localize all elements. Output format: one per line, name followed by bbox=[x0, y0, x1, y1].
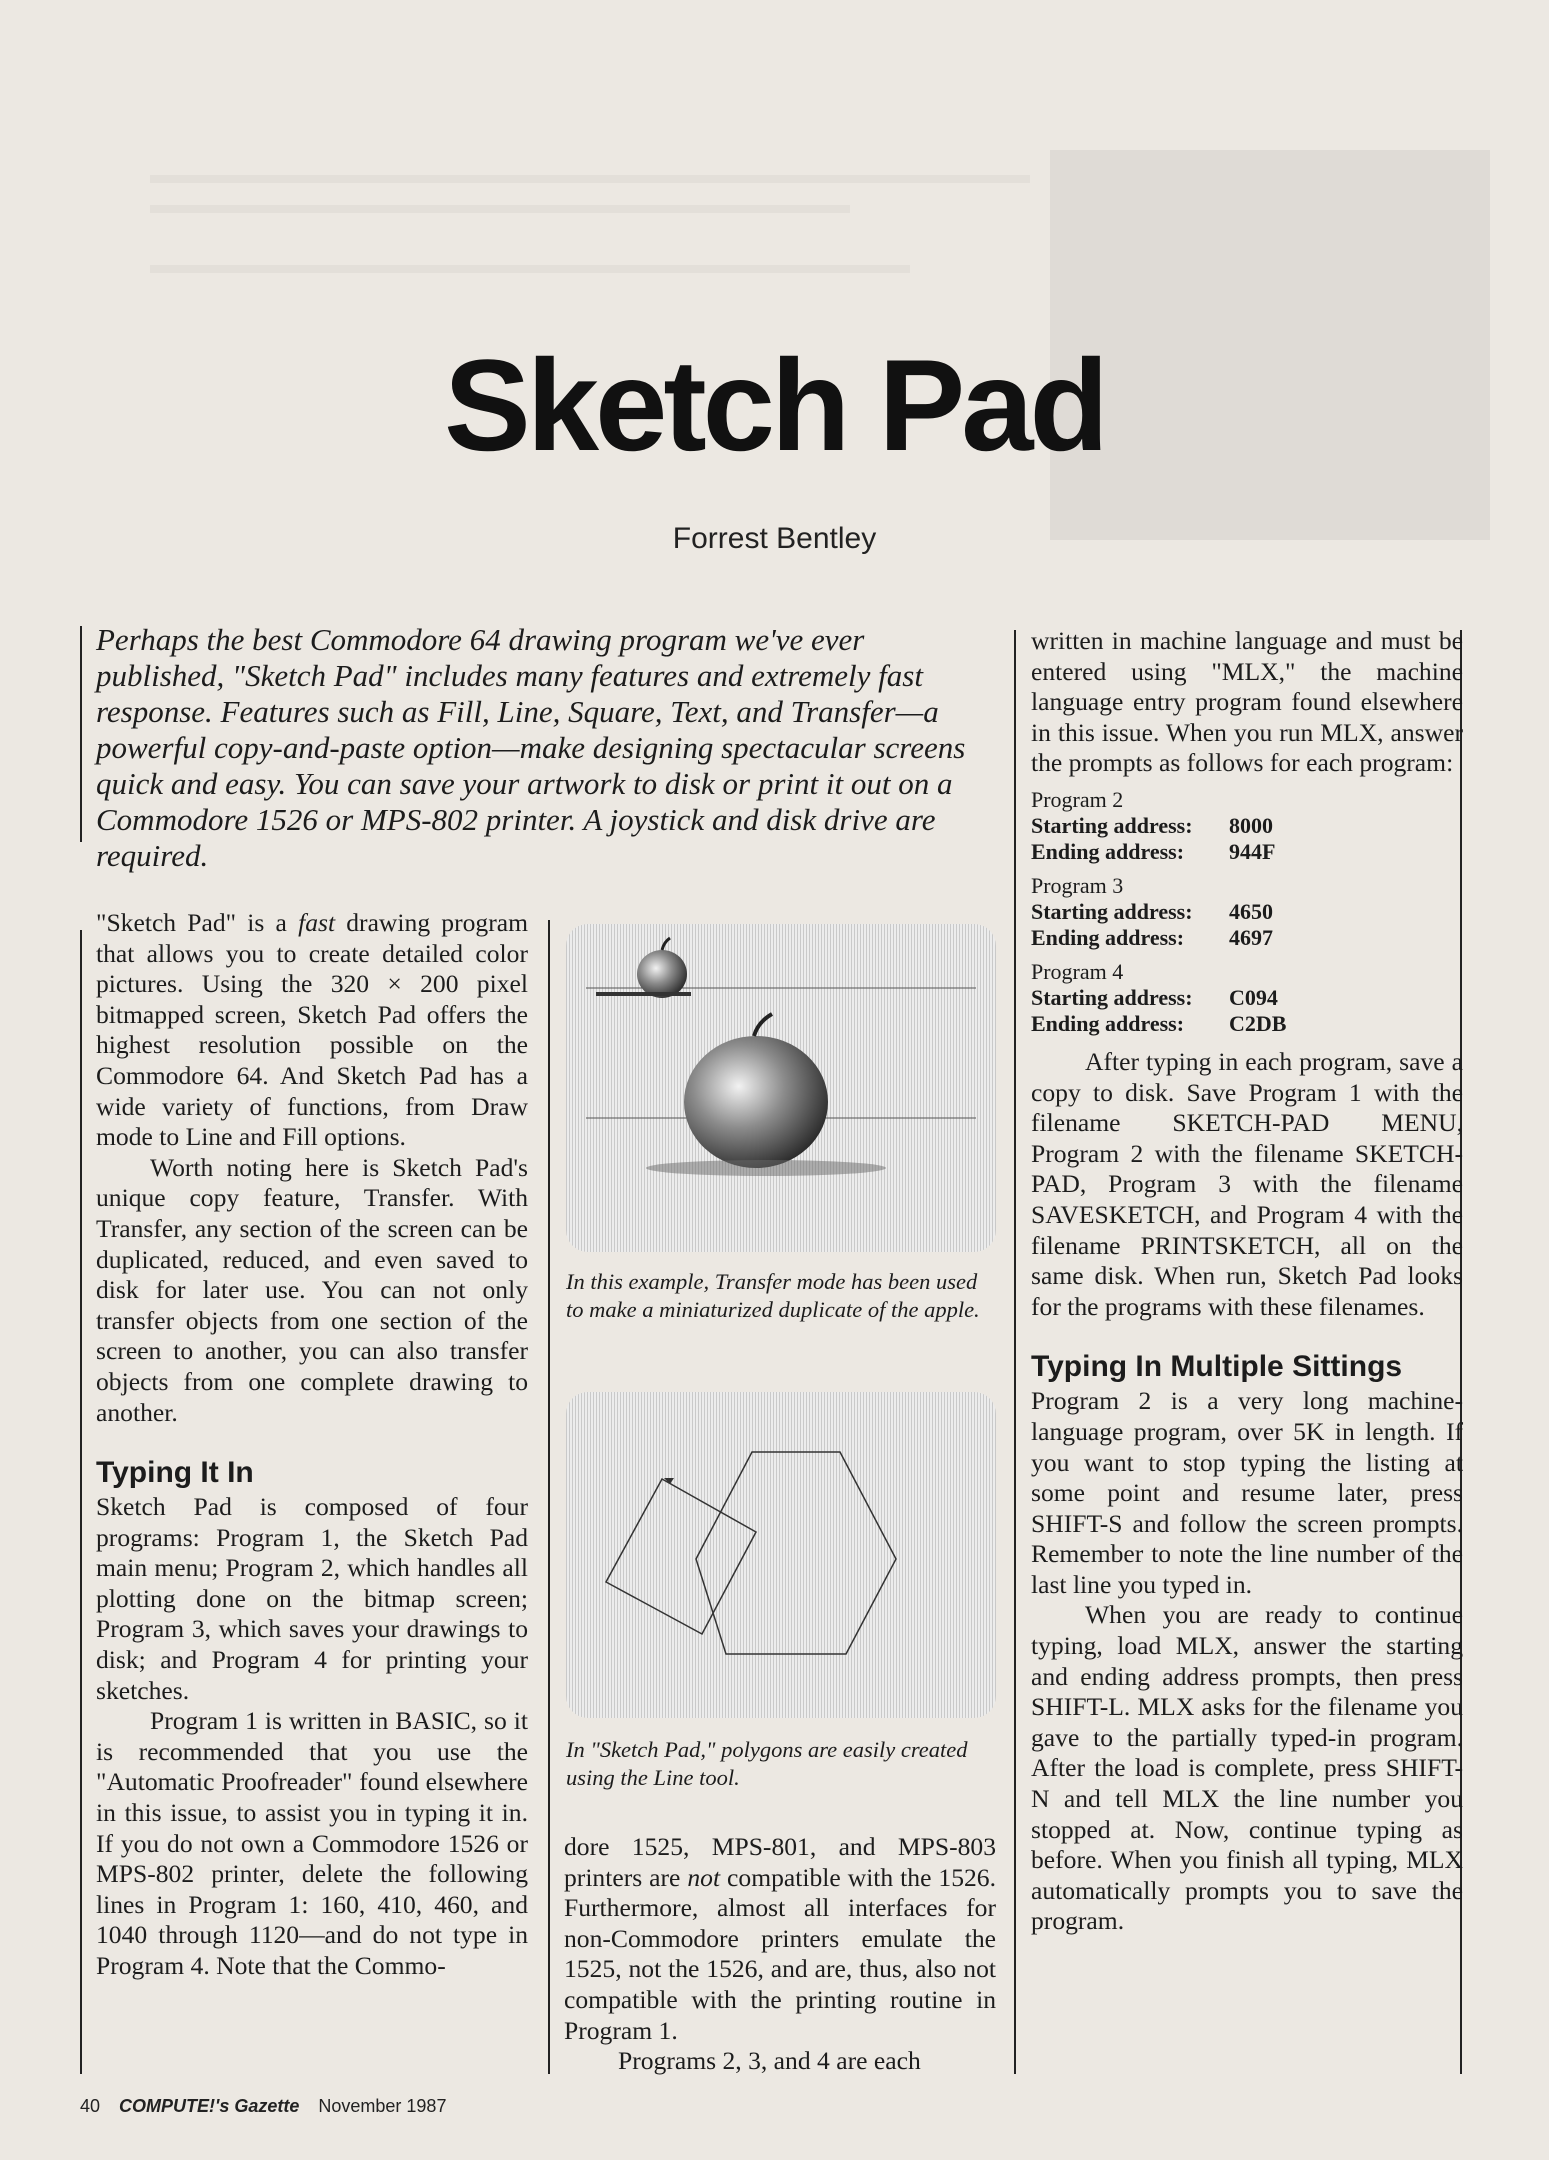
caption-apple: In this example, Transfer mode has been used to make a miniaturized duplicate of the apple. bbox=[566, 1269, 980, 1322]
magazine-name: COMPUTE!'s Gazette bbox=[119, 2096, 300, 2116]
paragraph: Program 2 is a very long machine-language program, over 5K in length. If you want to stop typing the listing at some point and resume later, press SHIFT-S and follow the screen prompts. Remember to note the line number of the last line you typed in. bbox=[1031, 1386, 1463, 1599]
byline: Forrest Bentley bbox=[672, 522, 877, 555]
issue-date: November 1987 bbox=[318, 2096, 447, 2116]
paragraph: When you are ready to continue typing, load MLX, answer the starting and ending address prompts, then press SHIFT-L. MLX asks for the filename you gave to the partially typed-in program. After the load is complete, press SHIFT-N and tell MLX the line number you stopped at. Now, continue typing as before. When you finish all typing, MLX automatically prompts you to save the program. bbox=[1031, 1600, 1463, 1936]
paragraph: Program 1 is written in BASIC, so it is recommended that you use the "Automatic Proofreader" found elsewhere in this issue, to assist you in typing it in. If you do not own a Commodore 1526 or MPS-802 printer, delete the following lines in Program 1: 160, 410, 460, and 1040 through 1120—and do not type in Program 4. Note that the Commo- bbox=[96, 1706, 528, 1980]
bleed-line bbox=[150, 175, 1030, 183]
program-4-block bbox=[1031, 959, 1463, 1037]
program-label: Program 3 bbox=[1031, 872, 1124, 898]
intro-deck: Perhaps the best Commodore 64 drawing program we've ever published, "Sketch Pad" includes many features and extremely fast response. Features such as Fill, Line, Square, Text, and Transfer—a powerful copy-and-paste option—make designing spectacular screens quick and easy. You can save your artwork to disk or print it out on a Commodore 1526 or MPS-802 printer. A joystick and disk drive are required. bbox=[96, 622, 966, 873]
address-table bbox=[1031, 787, 1463, 1037]
bleed-line bbox=[150, 205, 850, 213]
address-row: Starting address: 8000 bbox=[1031, 812, 1273, 838]
paragraph: After typing in each program, save a copy to disk. Save Program 1 with the filename SKETCH-PAD MENU, Program 2 with the filename SKETCH-PAD, Program 3 with the filename SAVESKETCH, and Program 4 with the filename PRINTSKETCH, all on the same disk. When run, Sketch Pad looks for the programs with these filenames. bbox=[1031, 1046, 1463, 1321]
article-title: Sketch Pad bbox=[444, 332, 1105, 478]
column-1 bbox=[96, 908, 528, 1982]
apple-screenshot bbox=[566, 924, 996, 1252]
paragraph: Programs 2, 3, and 4 are each bbox=[618, 2046, 921, 2076]
caption-polygon: In "Sketch Pad," polygons are easily created using the Line tool. bbox=[566, 1737, 968, 1790]
section-heading-typing-it-in: Typing It In bbox=[96, 1456, 254, 1490]
paragraph: dore 1525, MPS-801, and MPS-803 printers are not compatible with the 1526. Furthermore, almost all interfaces for non-Commodore printers emulate the 1525, not the 1526, and are, thus, also not compatible with the printing routine in Program 1. bbox=[564, 1832, 996, 2045]
column-3 bbox=[1031, 626, 1463, 1937]
page-number: 40 bbox=[80, 2096, 101, 2116]
paragraph: written in machine language and must be entered using "MLX," the machine language entry program found elsewhere in this issue. When you run MLX, answer the prompts as follows for each program: bbox=[1031, 626, 1463, 778]
page-footer bbox=[80, 2096, 460, 2117]
address-row: Ending address: C2DB bbox=[1031, 1010, 1287, 1036]
address-row: Starting address: C094 bbox=[1031, 984, 1278, 1010]
column-2-text bbox=[564, 1832, 996, 2077]
paragraph: "Sketch Pad" is a fast drawing program that allows you to create detailed color pictures. Using the 320 × 200 pixel bitmapped screen, Sketch Pad offers the highest resolution possible on the Commodore 64. And Sketch Pad has a wide variety of functions, from Draw mode to Line and Fill options. bbox=[96, 908, 529, 1152]
polygon-screenshot bbox=[566, 1392, 996, 1718]
bleed-line bbox=[150, 265, 910, 273]
rule-col1-right bbox=[548, 920, 550, 2074]
rule-col2-right bbox=[1014, 630, 1016, 2074]
address-row: Starting address: 4650 bbox=[1031, 898, 1273, 924]
section-heading-multiple-sittings: Typing In Multiple Sittings bbox=[1031, 1350, 1403, 1384]
program-3-block bbox=[1031, 873, 1463, 951]
address-row: Ending address: 4697 bbox=[1031, 924, 1273, 950]
program-label: Program 4 bbox=[1031, 958, 1124, 984]
program-label: Program 2 bbox=[1031, 786, 1124, 812]
rule-col1-left bbox=[80, 930, 82, 2074]
address-row: Ending address: 944F bbox=[1031, 838, 1276, 864]
paragraph: Worth noting here is Sketch Pad's unique copy feature, Transfer. With Transfer, any section of the screen can be duplicated, reduced, and even saved to disk for later use. You can not only transfer objects from one section of the screen to another, you can also transfer objects from one complete drawing to another. bbox=[96, 1152, 528, 1427]
paragraph: Sketch Pad is composed of four programs: Program 1, the Sketch Pad main menu; Program 2, which handles all plotting done on the bitmap screen; Program 3, which saves your drawings to disk; and Program 4 for printing your sketches. bbox=[96, 1492, 528, 1705]
program-2-block bbox=[1031, 787, 1463, 865]
rule-left-intro bbox=[80, 626, 82, 842]
